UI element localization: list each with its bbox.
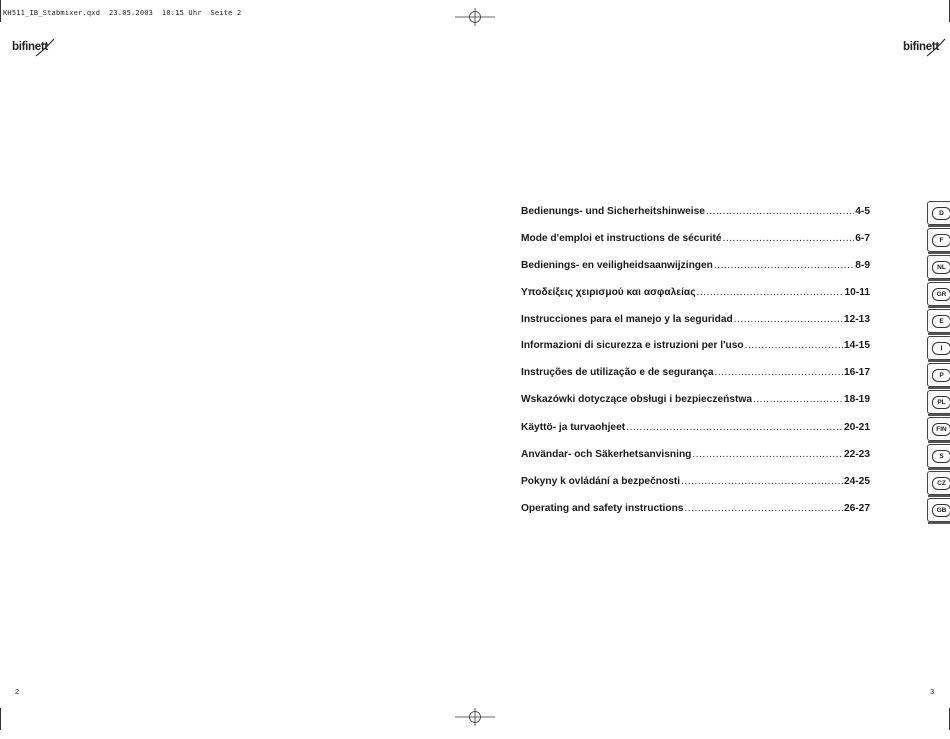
toc-title: Operating and safety instructions	[521, 503, 684, 514]
toc-title: Bedienungs- und Sicherheitshinweise	[521, 206, 705, 217]
toc-entry-pt[interactable]	[521, 367, 870, 381]
toc-title: Instruções de utilização e de segurança	[521, 367, 714, 378]
language-tab-s[interactable]	[927, 444, 950, 468]
toc-leader-dots	[745, 340, 843, 351]
toc-leader-dots	[715, 367, 843, 378]
toc-pages: 22-23	[843, 449, 870, 460]
language-tab-fin[interactable]	[927, 417, 950, 441]
registration-mark-bottom	[455, 708, 495, 726]
toc-title: Υποδείξεις χειρισμού και ασφαλείας	[521, 287, 696, 298]
language-badge: F	[932, 234, 950, 247]
toc-pages: 20-21	[843, 422, 870, 433]
language-tab-gb[interactable]	[927, 498, 950, 522]
toc-pages: 24-25	[843, 476, 870, 487]
toc-title: Användar- och Säkerhetsanvisning	[521, 449, 692, 460]
toc-title: Informazioni di sicurezza e istruzioni per l'uso	[521, 340, 744, 351]
toc-title: Bedienings- en veiligheidsaanwijzingen	[521, 260, 713, 271]
language-tab-f[interactable]	[927, 228, 950, 252]
brand-logo-text: bifinett	[12, 41, 48, 53]
toc-leader-dots	[697, 287, 844, 298]
toc-leader-dots	[714, 260, 854, 271]
brand-logo-text: bifinett	[903, 41, 939, 53]
toc-entry-pl[interactable]	[521, 394, 870, 408]
language-badge: GR	[932, 288, 950, 301]
toc-leader-dots	[753, 394, 843, 405]
toc-title: Mode d'emploi et instructions de sécurité	[521, 233, 722, 244]
toc-title: Käyttö- ja turvaohjeet	[521, 422, 626, 433]
logo-swoosh-icon	[34, 38, 56, 58]
toc-entry-es[interactable]	[521, 314, 870, 328]
toc-title: Wskazówki dotyczące obsługi i bezpieczeństwa	[521, 394, 752, 405]
toc-leader-dots	[626, 422, 843, 433]
toc-pages: 10-11	[844, 287, 870, 298]
toc-entry-fi[interactable]	[521, 422, 870, 436]
language-tab-pl[interactable]	[927, 390, 950, 414]
toc-title: Pokyny k ovládání a bezpečnosti	[521, 476, 681, 487]
toc-entry-nl[interactable]	[521, 260, 870, 274]
toc-entry-gb[interactable]	[521, 503, 870, 517]
file-info-header: KH511_IB_Stabmixer.qxd 23.05.2003 10:15 Uhr Seite 2	[3, 9, 242, 17]
toc-entry-fr[interactable]	[521, 233, 870, 247]
page-number-left: 2	[15, 687, 20, 696]
language-tab-p[interactable]	[927, 363, 950, 387]
language-badge: NL	[932, 261, 950, 274]
language-tab-e[interactable]	[927, 309, 950, 333]
toc-entry-de[interactable]	[521, 206, 870, 220]
crop-mark-top-left	[0, 0, 1, 22]
language-tab-nl[interactable]	[927, 255, 950, 279]
logo-swoosh-icon	[925, 38, 947, 58]
crop-mark-bottom-left	[0, 708, 1, 730]
language-badge: I	[932, 342, 950, 355]
language-badge: S	[932, 450, 950, 463]
toc-pages: 14-15	[843, 340, 870, 351]
toc-entry-se[interactable]	[521, 449, 870, 463]
toc-pages: 16-17	[843, 367, 870, 378]
language-badge: PL	[932, 396, 950, 409]
toc-entry-gr[interactable]	[521, 287, 870, 301]
toc-leader-dots	[692, 449, 843, 460]
brand-logo-left	[12, 40, 52, 60]
language-badge: E	[932, 315, 950, 328]
language-tab-gr[interactable]	[927, 282, 950, 306]
toc-pages: 12-13	[843, 314, 870, 325]
toc-title: Instrucciones para el manejo y la seguridad	[521, 314, 733, 325]
language-tab-i[interactable]	[927, 336, 950, 360]
toc-pages: 26-27	[843, 503, 870, 514]
language-badge: P	[932, 369, 950, 382]
toc-leader-dots	[684, 503, 842, 514]
toc-pages: 18-19	[843, 394, 870, 405]
registration-mark-top	[455, 8, 495, 26]
toc-pages: 4-5	[855, 206, 870, 217]
language-tab-cz[interactable]	[927, 471, 950, 495]
language-tab-d[interactable]	[927, 201, 950, 225]
language-badge: GB	[932, 504, 950, 517]
toc-leader-dots	[723, 233, 855, 244]
toc-leader-dots	[681, 476, 843, 487]
toc-entry-cz[interactable]	[521, 476, 870, 490]
language-badge: FIN	[932, 423, 950, 436]
toc-leader-dots	[706, 206, 854, 217]
toc-leader-dots	[734, 314, 843, 325]
toc-pages: 8-9	[855, 260, 870, 271]
toc-pages: 6-7	[855, 233, 870, 244]
toc-entry-it[interactable]	[521, 340, 870, 354]
language-badge: CZ	[932, 477, 950, 490]
language-badge: D	[932, 207, 950, 220]
page-number-right: 3	[930, 687, 935, 696]
brand-logo-right	[903, 40, 943, 60]
